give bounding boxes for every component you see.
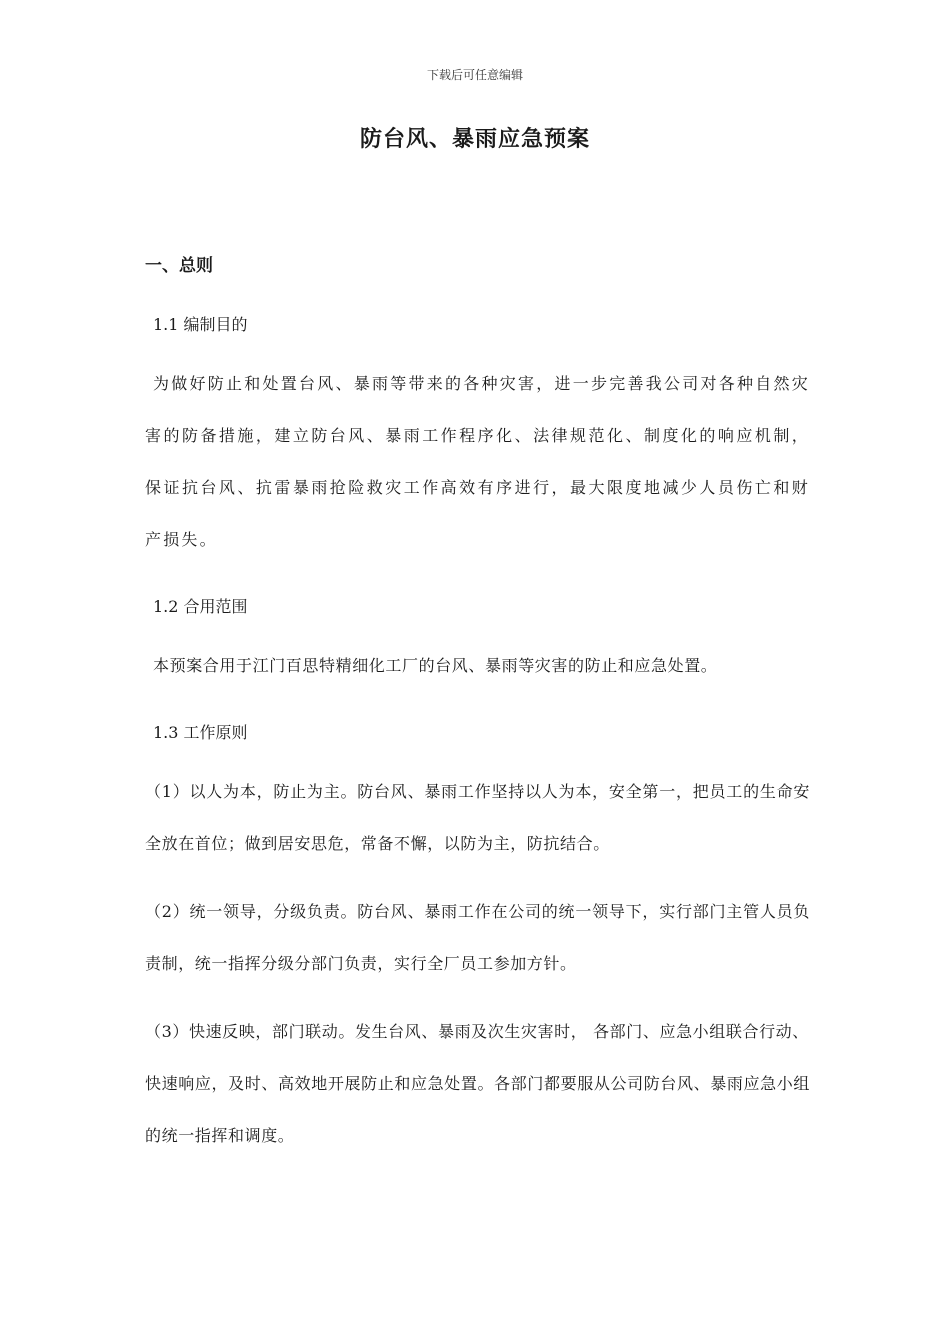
subsection-heading-scope: 1.2 合用范围 — [153, 597, 248, 616]
subsection-heading-purpose: 1.1 编制目的 — [153, 315, 248, 334]
paragraph-purpose: 为做好防止和处置台风、暴雨等带来的各种灾害，进一步完善我公司对各种自然灾害的防备措施，建立防台风、暴雨工作程序化、法律规范化、制度化的响应机制，保证抗台风、抗雷暴雨抢险救灾工作高效有序进行，最大限度地减少人员伤亡和财产损失。 — [145, 374, 810, 549]
section-heading-general: 一、总则 — [145, 256, 213, 276]
paragraph-principle-3-continued: 快速响应，及时、高效地开展防止和应急处置。各部门都要服从公司防台风、暴雨应急小组的统一指挥和调度。 — [145, 1074, 810, 1145]
paragraph-principle-3: （3）快速反映，部门联动。发生台风、暴雨及次生灾害时， 各部门、应急小组联合行动、 — [145, 1022, 809, 1041]
document-body — [145, 248, 810, 1162]
subsection-heading-principles: 1.3 工作原则 — [153, 723, 248, 742]
paragraph-scope: 本预案合用于江门百思特精细化工厂的台风、暴雨等灾害的防止和应急处置。 — [153, 656, 718, 675]
header-note: 下载后可任意编辑 — [426, 68, 523, 82]
paragraph-principle-2: （2）统一领导，分级负责。防台风、暴雨工作在公司的统一领导下，实行部门主管人员负责制，统一指挥分级分部门负责，实行全厂员工参加方针。 — [145, 902, 810, 973]
paragraph-principle-1: （1）以人为本，防止为主。防台风、暴雨工作坚持以人为本，安全第一，把员工的生命安全放在首位；做到居安思危，常备不懈，以防为主，防抗结合。 — [145, 782, 810, 853]
page-title: 防台风、暴雨应急预案 — [359, 126, 590, 152]
